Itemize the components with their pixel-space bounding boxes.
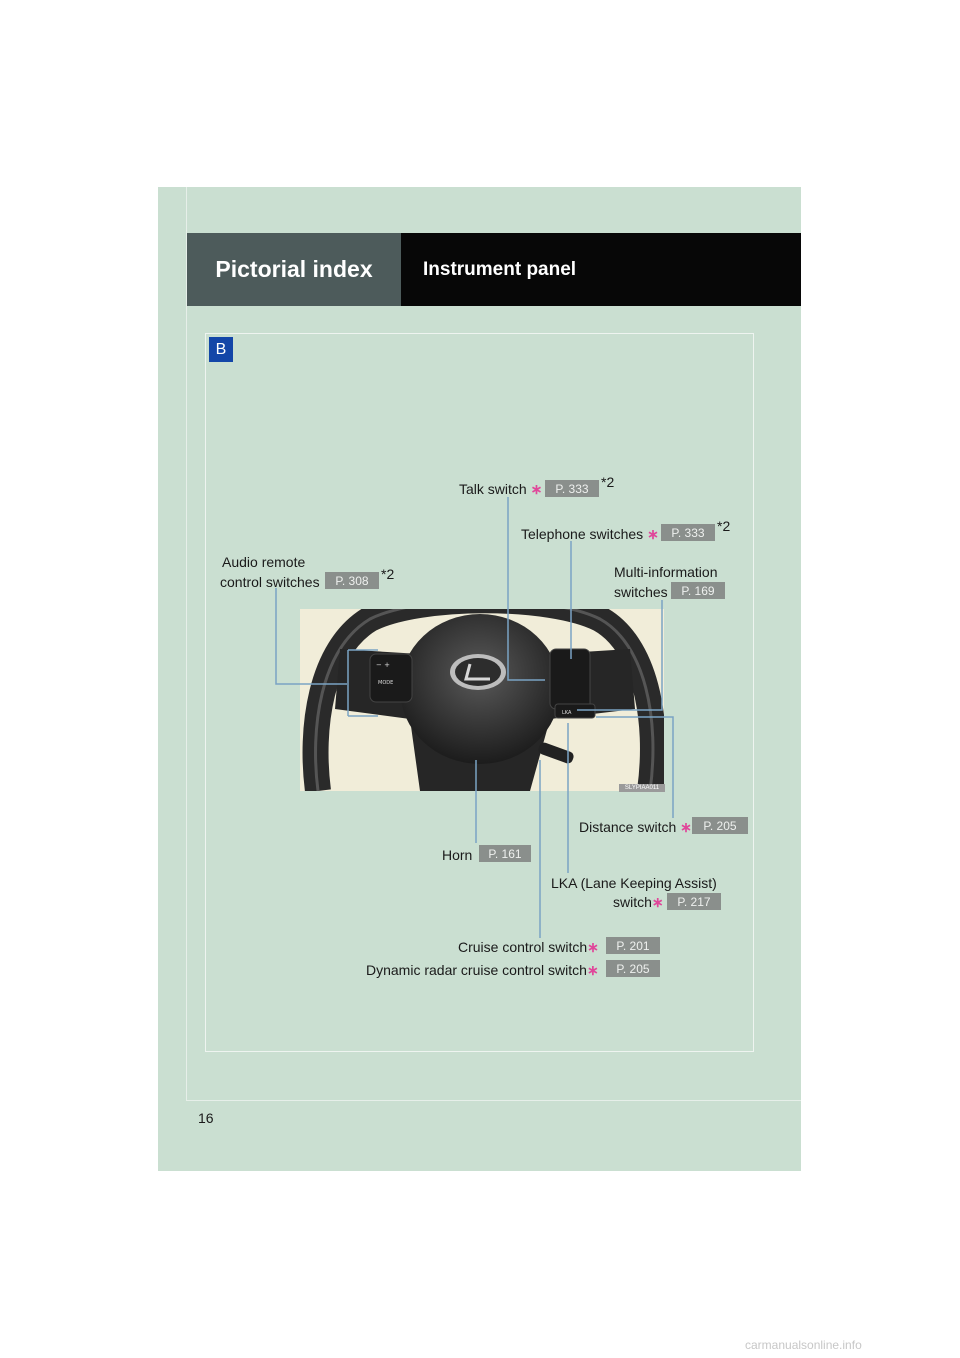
audio-remote-label-line2: control switches — [220, 574, 320, 590]
asterisk-icon: ∗ — [530, 481, 543, 497]
margin-rule — [186, 187, 187, 1100]
distance-switch-page-ref[interactable]: P. 205 — [692, 817, 748, 834]
page-title: Instrument panel — [401, 233, 801, 306]
footer-rule — [186, 1100, 801, 1101]
dynamic-radar-label: Dynamic radar cruise control switch — [366, 962, 587, 978]
svg-text:LKA: LKA — [562, 710, 572, 716]
asterisk-icon: ∗ — [651, 894, 664, 910]
dynamic-radar-callout — [366, 961, 599, 979]
talk-switch-callout — [459, 480, 542, 498]
watermark: carmanualsonline.info — [745, 1338, 862, 1352]
page-number: 16 — [198, 1110, 214, 1126]
lka-label-line2-group — [613, 893, 664, 911]
steering-wheel-illustration — [300, 609, 664, 791]
svg-text:MODE: MODE — [378, 680, 394, 686]
audio-remote-footnote: *2 — [381, 566, 395, 582]
asterisk-icon: ∗ — [647, 526, 659, 542]
section-tab: Pictorial index — [187, 233, 401, 306]
talk-switch-label: Talk switch — [459, 481, 527, 497]
audio-remote-label-line1: Audio remote — [222, 554, 306, 570]
horn-label: Horn — [442, 847, 473, 863]
talk-switch-page-ref[interactable]: P. 333 — [545, 480, 599, 497]
distance-switch-label: Distance switch — [579, 819, 677, 835]
multi-info-page-ref[interactable]: P. 169 — [671, 582, 725, 599]
asterisk-icon: ∗ — [680, 819, 692, 835]
multi-info-label-line2: switches — [614, 584, 668, 600]
multi-info-label-line1: Multi-information — [614, 564, 718, 580]
section-marker-badge: B — [209, 337, 233, 362]
telephone-switches-callout — [521, 525, 659, 543]
asterisk-icon: ∗ — [587, 939, 599, 955]
lka-page-ref[interactable]: P. 217 — [667, 893, 721, 910]
asterisk-icon: ∗ — [586, 962, 599, 978]
steering-wheel-photo — [300, 609, 664, 791]
svg-text:− +: − + — [376, 661, 390, 669]
telephone-switches-page-ref[interactable]: P. 333 — [661, 524, 715, 541]
dynamic-radar-page-ref[interactable]: P. 205 — [606, 960, 660, 977]
telephone-switches-label: Telephone switches — [521, 526, 644, 542]
lka-label-line1: LKA (Lane Keeping Assist) — [551, 875, 717, 891]
photo-code: SLYPIAA011 — [619, 784, 665, 792]
cruise-control-callout — [458, 938, 599, 956]
audio-remote-page-ref[interactable]: P. 308 — [325, 572, 379, 589]
telephone-switches-footnote: *2 — [717, 518, 731, 534]
lka-label-line2: switch — [613, 894, 652, 910]
cruise-control-label: Cruise control switch — [458, 939, 588, 955]
talk-switch-footnote: *2 — [601, 474, 615, 490]
horn-page-ref[interactable]: P. 161 — [479, 845, 531, 862]
distance-switch-callout — [579, 818, 692, 836]
cruise-control-page-ref[interactable]: P. 201 — [606, 937, 660, 954]
